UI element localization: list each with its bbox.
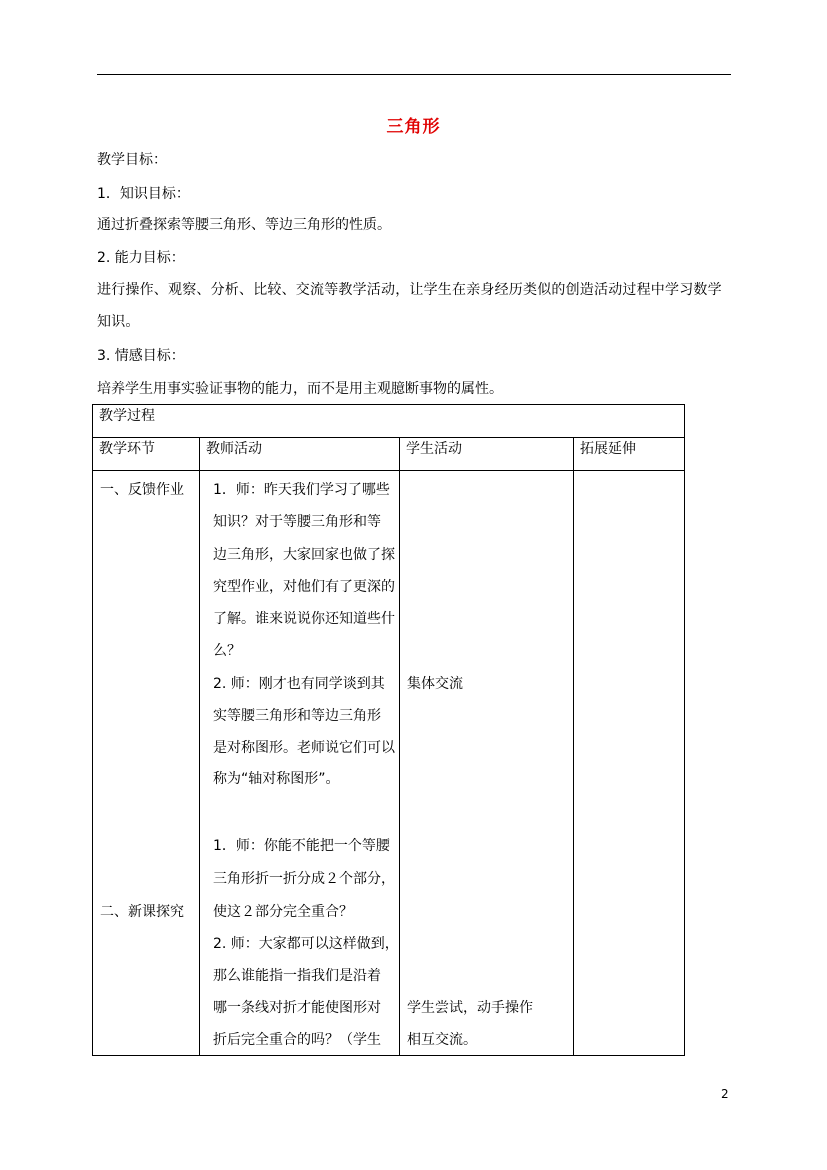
ability-goal-heading: 2. 能力目标： xyxy=(97,250,185,266)
teacher-line: 2. 师：大家都可以这样做到， xyxy=(213,936,399,952)
column-header-stage: 教学环节 xyxy=(93,438,200,471)
teacher-line: 知识？对于等腰三角形和等 xyxy=(213,514,381,530)
teacher-line: 究型作业，对他们有了更深的 xyxy=(213,579,395,595)
stage-label: 二、新课探究 xyxy=(100,904,184,920)
student-activity-cell xyxy=(400,471,574,1056)
table-header: 教学过程 xyxy=(93,405,685,438)
student-line: 学生尝试，动手操作 xyxy=(407,1000,533,1016)
extension-cell xyxy=(574,471,685,1056)
teaching-process-table xyxy=(92,404,685,1056)
emotion-goal-text: 培养学生用事实验证事物的能力，而不是用主观臆断事物的属性。 xyxy=(97,381,503,397)
teacher-line: 那么谁能指一指我们是沿着 xyxy=(213,968,381,984)
page-number: 2 xyxy=(721,1087,729,1101)
column-header-student: 学生活动 xyxy=(400,438,574,471)
knowledge-goal-heading: 1．知识目标： xyxy=(97,186,190,202)
teacher-activity-cell xyxy=(200,471,400,1056)
teacher-line: 边三角形，大家回家也做了探 xyxy=(213,547,395,563)
stage-label: 一、反馈作业 xyxy=(100,482,184,498)
teacher-line: 折后完全重合的吗？（学生 xyxy=(213,1032,381,1048)
student-line: 集体交流 xyxy=(407,676,463,692)
stage-cell xyxy=(93,471,200,1056)
goals-heading: 教学目标： xyxy=(97,152,167,168)
page-title: 三角形 xyxy=(386,117,441,137)
header-rule xyxy=(97,74,731,75)
emotion-goal-heading: 3. 情感目标： xyxy=(97,348,185,364)
column-header-extension: 拓展延伸 xyxy=(574,438,685,471)
teacher-line: 实等腰三角形和等边三角形 xyxy=(213,708,381,724)
ability-goal-text: 进行操作、观察、分析、比较、交流等教学活动，让学生在亲身经历类似的创造活动过程中学习数学知识。 xyxy=(97,282,722,330)
knowledge-goal-text: 通过折叠探索等腰三角形、等边三角形的性质。 xyxy=(97,217,391,233)
teacher-line: 哪一条线对折才能使图形对 xyxy=(213,1000,381,1016)
student-line: 相互交流。 xyxy=(407,1032,477,1048)
teacher-line: 2. 师：刚才也有同学谈到其 xyxy=(213,676,385,692)
teacher-line: 称为“轴对称图形”。 xyxy=(213,771,340,787)
teacher-line: 是对称图形。老师说它们可以 xyxy=(213,740,395,756)
teacher-line: 了解。谁来说说你还知道些什 xyxy=(213,611,395,627)
teacher-line: 使这２部分完全重合？ xyxy=(213,904,353,920)
teacher-line: 1．师：昨天我们学习了哪些 xyxy=(213,482,390,498)
teacher-line: 三角形折一折分成２个部分， xyxy=(213,871,395,887)
teacher-line: 1．师：你能不能把一个等腰 xyxy=(213,838,390,854)
column-header-teacher: 教师活动 xyxy=(200,438,400,471)
teacher-line: 么？ xyxy=(213,643,241,659)
